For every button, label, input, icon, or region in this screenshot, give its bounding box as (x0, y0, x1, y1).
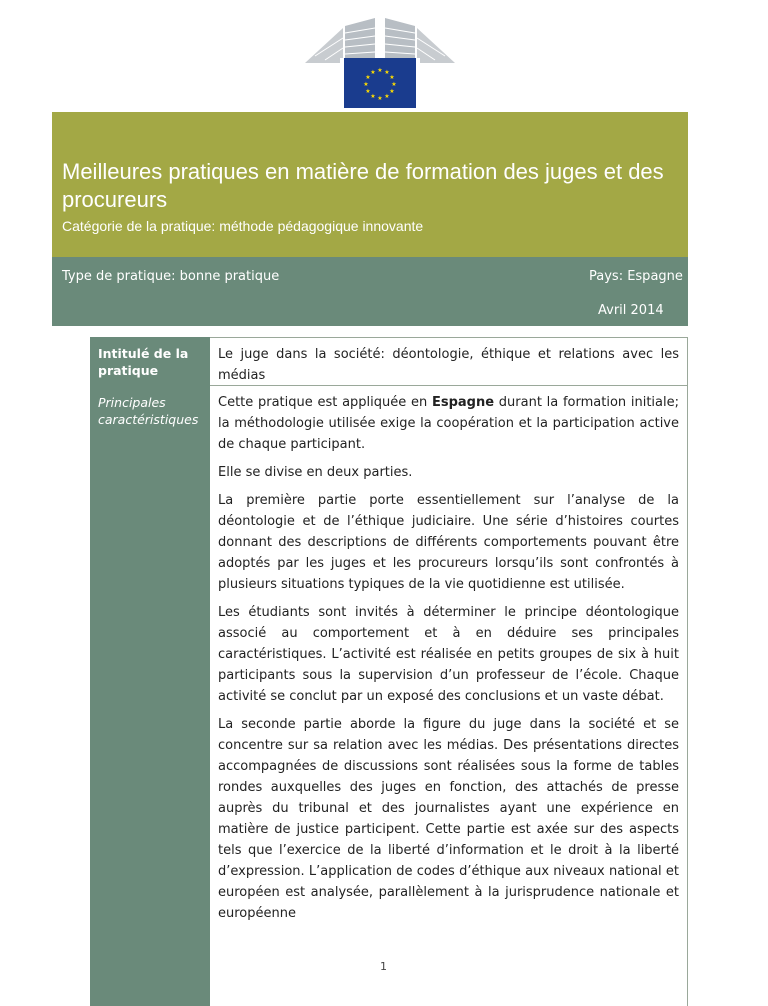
table-row (90, 386, 688, 1006)
row-label-title: Intitulé de la pratique (90, 337, 210, 386)
svg-text:★: ★ (384, 93, 390, 100)
svg-text:★: ★ (370, 69, 376, 76)
svg-text:★: ★ (391, 81, 397, 88)
row-label-features: Principales caractéristiques (90, 386, 210, 1006)
svg-text:★: ★ (363, 81, 369, 88)
svg-text:★: ★ (377, 95, 383, 102)
table-row (90, 337, 688, 386)
paragraph (218, 392, 679, 455)
country: Pays: Espagne (589, 269, 683, 284)
svg-text:★: ★ (365, 88, 371, 95)
eu-flag-icon (344, 58, 416, 108)
page-title: Meilleures pratiques en matière de formation des juges et des procureurs (62, 159, 664, 212)
paragraph: Elle se divise en deux parties. (218, 465, 413, 480)
country-emphasis: Espagne (431, 395, 495, 410)
row-value-features (210, 386, 688, 1006)
row-value-title: Le juge dans la société: déontologie, éthique et relations avec les médias (210, 337, 688, 386)
paragraph: Les étudiants sont invités à déterminer le principe déontologique associé au comportement et à en déduire ses principales caractéristiques. L’activité est réalisée en petits groupes de six à huit participants sous la supervision d’un professeur de l’école. Chaque activité se conclut par un exposé des conclusions et un vaste débat. (218, 605, 679, 704)
page-number: 1 (380, 960, 387, 973)
text: durant la formation initiale; la méthodologie utilisée exige la coopération et la participation active de chaque participant. (218, 395, 679, 452)
paragraph: La seconde partie aborde la figure du juge dans la société et se concentre sur sa relation avec les médias. Des présentations directes accompagnées de discussions sont réalisées sous la forme de tables rondes auxquelles des juges en fonction, des attachés de presse auprès du tribunal et des journalistes ayant une expérience en matière de justice participent. Cette partie est axée sur des aspects tels que l’exercice de la liberté d’information et le droit à la liberté d’expression. L’application de codes d’éthique aux niveaux national et européen est analysée, parallèlement à la jurisprudence nationale et européenne (218, 717, 679, 921)
date: Avril 2014 (598, 303, 664, 318)
berlaymont-building-icon (305, 18, 455, 63)
svg-text:★: ★ (389, 88, 395, 95)
svg-text:★: ★ (389, 74, 395, 81)
svg-text:★: ★ (365, 74, 371, 81)
paragraph: La première partie porte essentiellement sur l’analyse de la déontologie et de l’éthique judiciaire. Une série d’histoires courtes donnant des descriptions de différents comportements pouvant être adoptés par les juges et les procureurs lorsqu’ils sont confrontés à plusieurs situations typiques de la vie quotidienne est utilisée. (218, 493, 679, 592)
meta-banner (52, 257, 688, 326)
page-subtitle: Catégorie de la pratique: méthode pédagogique innovante (62, 218, 424, 234)
svg-text:★: ★ (370, 93, 376, 100)
svg-text:★: ★ (384, 69, 390, 76)
text: Cette pratique est appliquée en (218, 395, 432, 410)
practice-type: Type de pratique: bonne pratique (62, 269, 280, 284)
svg-text:★: ★ (377, 67, 383, 74)
title-banner (52, 112, 688, 257)
practice-table (90, 337, 688, 1006)
